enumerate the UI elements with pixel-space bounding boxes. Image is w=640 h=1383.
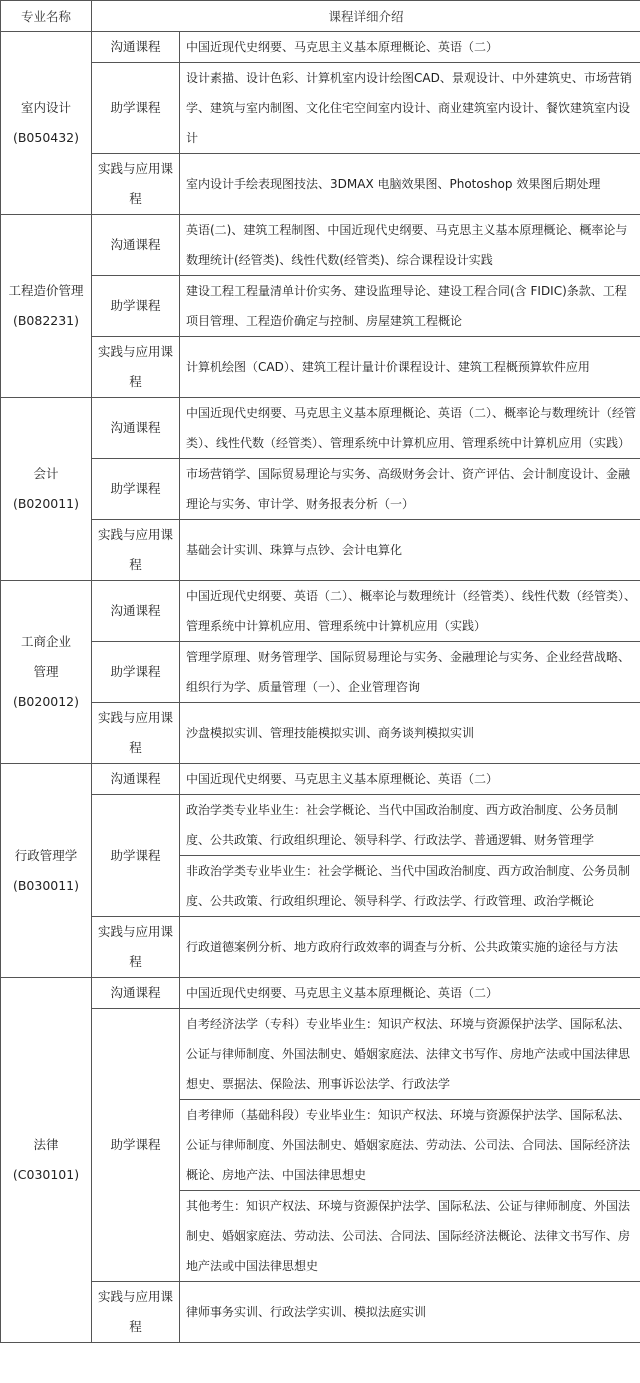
course-category: 实践与应用课程 xyxy=(92,520,180,581)
course-detail-block: 自考律师（基础科段）专业毕业生：知识产权法、环境与资源保护法学、国际私法、公证与律师制度、外国法制史、婚姻家庭法、劳动法、公司法、合同法、国际经济法概论、房地产法、中国法律思想史 xyxy=(180,1100,640,1191)
table-row xyxy=(1,63,640,154)
course-detail: 管理学原理、财务管理学、国际贸易理论与实务、金融理论与实务、企业经营战略、组织行为学、质量管理（一）、企业管理咨询 xyxy=(180,642,640,703)
major-name: 工程造价管理 xyxy=(8,283,84,298)
course-detail: 中国近现代史纲要、马克思主义基本原理概论、英语（二） xyxy=(180,978,640,1009)
header-detail: 课程详细介绍 xyxy=(92,1,640,32)
major-code: (B082231) xyxy=(12,313,80,328)
course-detail: 行政道德案例分析、地方政府行政效率的调查与分析、公共政策实施的途径与方法 xyxy=(180,917,640,978)
major-code: (B050432) xyxy=(12,130,80,145)
course-category: 助学课程 xyxy=(92,1009,180,1282)
table-row xyxy=(1,1009,640,1282)
course-detail: 中国近现代史纲要、马克思主义基本原理概论、英语（二） xyxy=(180,764,640,795)
table-row xyxy=(1,978,640,1009)
course-category: 沟通课程 xyxy=(92,978,180,1009)
course-category: 助学课程 xyxy=(92,795,180,917)
course-category: 实践与应用课程 xyxy=(92,1282,180,1343)
major-name: 工商企业 xyxy=(20,634,71,649)
course-detail-block: 非政治学类专业毕业生：社会学概论、当代中国政治制度、西方政治制度、公务员制度、公共政策、行政组织理论、领导科学、行政法学、行政管理、政治学概论 xyxy=(186,864,631,908)
major-name: 法律(C030101) xyxy=(12,1137,80,1182)
course-detail-group xyxy=(180,1009,640,1282)
major-name-cell xyxy=(1,215,92,398)
major-code: (B030011) xyxy=(12,877,80,893)
major-name-cell xyxy=(1,32,92,215)
course-category: 助学课程 xyxy=(92,459,180,520)
course-detail: 室内设计手绘表现图技法、3DMAX 电脑效果图、Photoshop 效果图后期处理 xyxy=(180,154,640,215)
major-code: 管理(B020012) xyxy=(12,664,80,709)
course-detail: 中国近现代史纲要、马克思主义基本原理概论、英语（二） xyxy=(180,32,640,63)
major-name: 行政管理学 xyxy=(14,847,78,863)
table-body xyxy=(1,32,640,1343)
major-name: 会计(B020011) xyxy=(12,466,80,511)
table-row xyxy=(1,154,640,215)
table-row xyxy=(1,520,640,581)
course-detail: 律师事务实训、行政法学实训、模拟法庭实训 xyxy=(180,1282,640,1343)
major-name: 室内设计 xyxy=(20,100,71,115)
course-detail: 设计素描、设计色彩、计算机室内设计绘图CAD、景观设计、中外建筑史、市场营销学、建筑与室内制图、文化住宅空间室内设计、商业建筑室内设计、餐饮建筑室内设计 xyxy=(180,63,640,154)
table-row xyxy=(1,703,640,764)
course-detail: 沙盘模拟实训、管理技能模拟实训、商务谈判模拟实训 xyxy=(180,703,640,764)
course-category: 沟通课程 xyxy=(92,215,180,276)
course-category: 助学课程 xyxy=(92,276,180,337)
course-detail-block: 其他考生：知识产权法、环境与资源保护法学、国际私法、公证与律师制度、外国法制史、婚姻家庭法、劳动法、公司法、合同法、国际经济法概论、法律文书写作、房地产法或中国法律思想史 xyxy=(186,1199,631,1273)
course-category: 实践与应用课程 xyxy=(92,154,180,215)
header-major: 专业名称 xyxy=(1,1,92,32)
table-row xyxy=(1,917,640,978)
major-name-cell xyxy=(1,764,92,978)
major-name-cell xyxy=(1,978,92,1343)
course-category: 沟通课程 xyxy=(92,32,180,63)
table-row xyxy=(1,1282,640,1343)
course-detail: 中国近现代史纲要、马克思主义基本原理概论、英语（二）、概率论与数理统计（经管类）、线性代数（经管类）、管理系统中计算机应用、管理系统中计算机应用（实践） xyxy=(180,398,640,459)
course-category: 沟通课程 xyxy=(92,764,180,795)
table-row xyxy=(1,642,640,703)
course-detail-group xyxy=(180,795,640,917)
major-name-cell xyxy=(1,581,92,764)
course-detail: 计算机绘图（CAD）、建筑工程计量计价课程设计、建筑工程概预算软件应用 xyxy=(180,337,640,398)
table-row xyxy=(1,795,640,917)
course-category: 实践与应用课程 xyxy=(92,337,180,398)
table-row xyxy=(1,276,640,337)
table-header-row xyxy=(1,1,640,32)
course-detail: 基础会计实训、珠算与点钞、会计电算化 xyxy=(180,520,640,581)
course-category: 实践与应用课程 xyxy=(92,703,180,764)
table-row xyxy=(1,215,640,276)
course-detail: 中国近现代史纲要、英语（二）、概率论与数理统计（经管类）、线性代数（经管类）、管理系统中计算机应用、管理系统中计算机应用（实践） xyxy=(180,581,640,642)
course-category: 助学课程 xyxy=(92,642,180,703)
table-row xyxy=(1,398,640,459)
table-row xyxy=(1,337,640,398)
course-detail-block: 自考经济法学（专科）专业毕业生：知识产权法、环境与资源保护法学、国际私法、公证与律师制度、外国法制史、婚姻家庭法、法律文书写作、房地产法或中国法律思想史、票据法、保险法、刑事诉讼法学、行政法学 xyxy=(180,1009,640,1100)
course-category: 实践与应用课程 xyxy=(92,917,180,978)
table-row xyxy=(1,581,640,642)
course-detail: 英语(二)、建筑工程制图、中国近现代史纲要、马克思主义基本原理概论、概率论与数理统计(经管类)、线性代数(经管类)、综合课程设计实践 xyxy=(180,215,640,276)
major-name-cell xyxy=(1,398,92,581)
course-detail: 市场营销学、国际贸易理论与实务、高级财务会计、资产评估、会计制度设计、金融理论与实务、审计学、财务报表分析（一） xyxy=(180,459,640,520)
course-detail-block: 政治学类专业毕业生：社会学概论、当代中国政治制度、西方政治制度、公务员制度、公共政策、行政组织理论、领导科学、行政法学、普通逻辑、财务管理学 xyxy=(180,795,640,856)
course-category: 沟通课程 xyxy=(92,581,180,642)
course-category: 沟通课程 xyxy=(92,398,180,459)
table-row xyxy=(1,459,640,520)
table-row xyxy=(1,32,640,63)
course-detail: 建设工程工程量清单计价实务、建设监理导论、建设工程合同(含 FIDIC)条款、工程项目管理、工程造价确定与控制、房屋建筑工程概论 xyxy=(180,276,640,337)
table-row xyxy=(1,764,640,795)
course-category: 助学课程 xyxy=(92,63,180,154)
